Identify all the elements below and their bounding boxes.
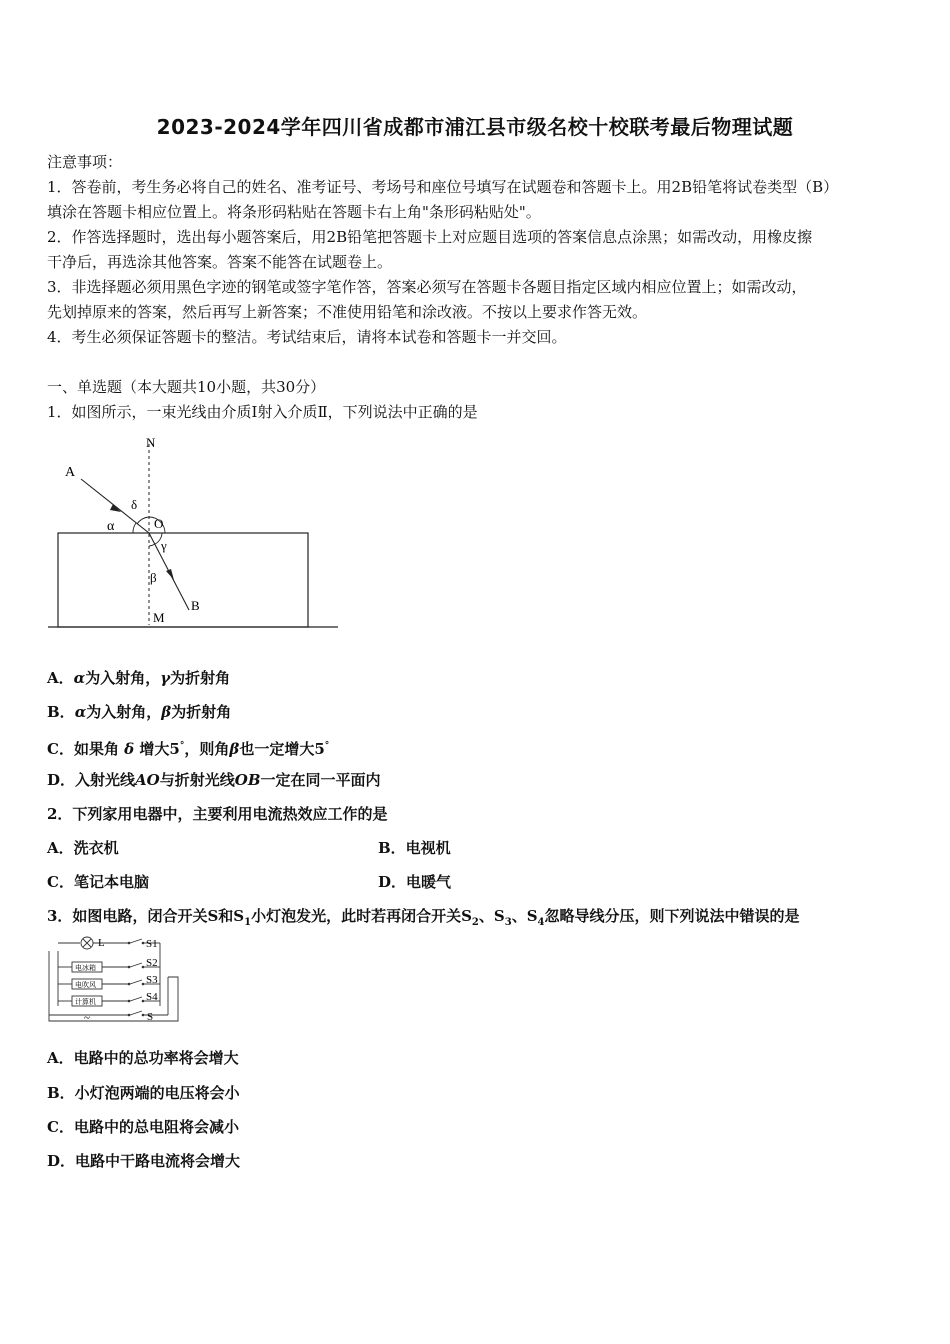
circuit-label-S4: S4	[146, 991, 158, 1003]
q2-option-c: C．笔记本电脑	[47, 873, 149, 891]
q3-sub-1: 1	[244, 917, 252, 928]
q1-option-d	[47, 770, 381, 790]
q3-stem-part3: 、S	[478, 907, 505, 925]
q1-option-a	[47, 668, 230, 688]
notice-line-7: 4．考生必须保证答题卡的整洁。考试结束后，请将本试卷和答题卡一并交回。	[47, 328, 567, 346]
q1-a-sym1: α	[73, 669, 86, 687]
q1-b-mid: 为入射角，	[86, 703, 162, 721]
notice-line-1: 1．答卷前，考生务必将自己的姓名、准考证号、考场号和座位号填写在试题卷和答题卡上。用2B铅笔将试卷类型（B）	[47, 178, 839, 196]
q3-sub-3: 3	[504, 917, 512, 928]
q1-b-sym1: α	[74, 703, 87, 721]
q1-c-degree1: °	[179, 741, 185, 751]
alpha-arc	[133, 523, 136, 533]
q3-stem-part5: 忽略导线分压，则下列说法中错误的是	[544, 907, 800, 925]
q3-sub-2: 2	[471, 917, 479, 928]
q1-c-mid2: ，则角	[184, 740, 230, 758]
q2-option-d: D．电暖气	[378, 873, 452, 891]
notice-line-2: 填涂在答题卡相应位置上。将条形码粘贴在答题卡右上角"条形码粘贴处"。	[47, 203, 541, 221]
label-A: A	[65, 465, 76, 480]
q1-d-end: 一定在同一平面内	[260, 771, 381, 789]
q3-stem-part2: 小灯泡发光，此时若再闭合开关S	[251, 907, 472, 925]
q3-option-b: B．小灯泡两端的电压将会小	[47, 1084, 240, 1102]
medium-block	[58, 533, 308, 627]
q1-c-degree2: °	[324, 741, 330, 751]
q2-option-a: A．洗衣机	[47, 839, 119, 857]
label-gamma: γ	[161, 538, 167, 553]
incident-arrow	[110, 504, 121, 512]
q3-option-a: A．电路中的总功率将会增大	[47, 1049, 239, 1067]
label-alpha: α	[107, 519, 115, 534]
q1-c-prefix: C．如果角	[47, 740, 125, 758]
dryer-label: 电吹风	[75, 981, 96, 989]
q1-c-mid3: 也一定增大5	[239, 740, 325, 758]
q1-a-prefix: A．	[47, 669, 74, 687]
ac-source-symbol: ~	[84, 1012, 90, 1024]
q1-d-sym1: AO	[135, 771, 160, 789]
refracted-arrow	[166, 569, 174, 580]
q3-option-d: D．电路中干路电流将会增大	[47, 1152, 241, 1170]
label-B: B	[191, 598, 200, 613]
fridge-label: 电冰箱	[75, 964, 96, 972]
q1-b-end: 为折射角	[171, 703, 232, 721]
outer-wire	[49, 951, 178, 1021]
q1-refraction-diagram	[45, 432, 345, 632]
q3-option-c: C．电路中的总电阻将会减小	[47, 1118, 239, 1136]
q1-c-mid1: 增大5	[134, 740, 180, 758]
circuit-label-L: L	[98, 937, 105, 949]
q1-stem: 1．如图所示，一束光线由介质Ⅰ射入介质Ⅱ，下列说法中正确的是	[47, 403, 478, 421]
notice-line-6: 先划掉原来的答案，然后再写上新答案；不准使用铅笔和涂改液。不按以上要求作答无效。	[47, 303, 648, 321]
label-M: M	[153, 610, 165, 625]
label-beta: β	[150, 570, 157, 585]
q3-sub-4: 4	[537, 917, 545, 928]
page-title: 2023-2024学年四川省成都市浦江县市级名校十校联考最后物理试题	[156, 115, 794, 139]
q1-option-c	[47, 736, 329, 759]
delta-arc	[137, 517, 149, 524]
q1-c-sym1: δ	[124, 740, 135, 758]
q1-a-mid: 为入射角，	[85, 669, 161, 687]
q3-stem	[47, 906, 800, 933]
q3-circuit-diagram	[44, 935, 184, 1027]
computer-label: 计算机	[75, 998, 96, 1006]
q3-stem-part4: 、S	[511, 907, 538, 925]
circuit-label-S2: S2	[146, 957, 158, 969]
circuit-label-S1: S1	[146, 938, 158, 950]
label-O: O	[154, 516, 164, 531]
q1-d-mid: 与折射光线	[159, 771, 235, 789]
notice-line-3: 2．作答选择题时，选出每小题答案后，用2B铅笔把答题卡上对应题目选项的答案信息点涂黑；如需改动，用橡皮擦	[47, 228, 813, 246]
circuit-label-S: S	[147, 1011, 154, 1023]
q1-b-sym2: β	[161, 703, 172, 721]
q1-c-sym2: β	[229, 740, 240, 758]
notice-line-5: 3．非选择题必须用黑色字迹的钢笔或签字笔作答，答案必须写在答题卡各题目指定区域内相应位置上；如需改动，	[47, 278, 807, 296]
q2-stem: 2．下列家用电器中，主要利用电流热效应工作的是	[47, 805, 388, 823]
notice-heading: 注意事项：	[47, 153, 123, 171]
notice-line-4: 干净后，再选涂其他答案。答案不能答在试题卷上。	[47, 253, 393, 271]
q1-a-end: 为折射角	[170, 669, 231, 687]
q1-b-prefix: B．	[47, 703, 75, 721]
q1-d-prefix: D．入射光线	[47, 771, 136, 789]
circuit-label-S3: S3	[146, 974, 158, 986]
section-heading: 一、单选题（本大题共10小题，共30分）	[47, 378, 326, 396]
beta-arc	[149, 544, 155, 546]
label-delta: δ	[131, 497, 138, 512]
q3-stem-part1: 3．如图电路，闭合开关S和S	[47, 907, 245, 925]
label-N: N	[146, 435, 156, 450]
q2-option-b: B．电视机	[378, 839, 451, 857]
q1-option-b	[47, 702, 231, 722]
q1-a-sym2: γ	[160, 669, 171, 687]
q1-d-sym2: OB	[234, 771, 261, 789]
